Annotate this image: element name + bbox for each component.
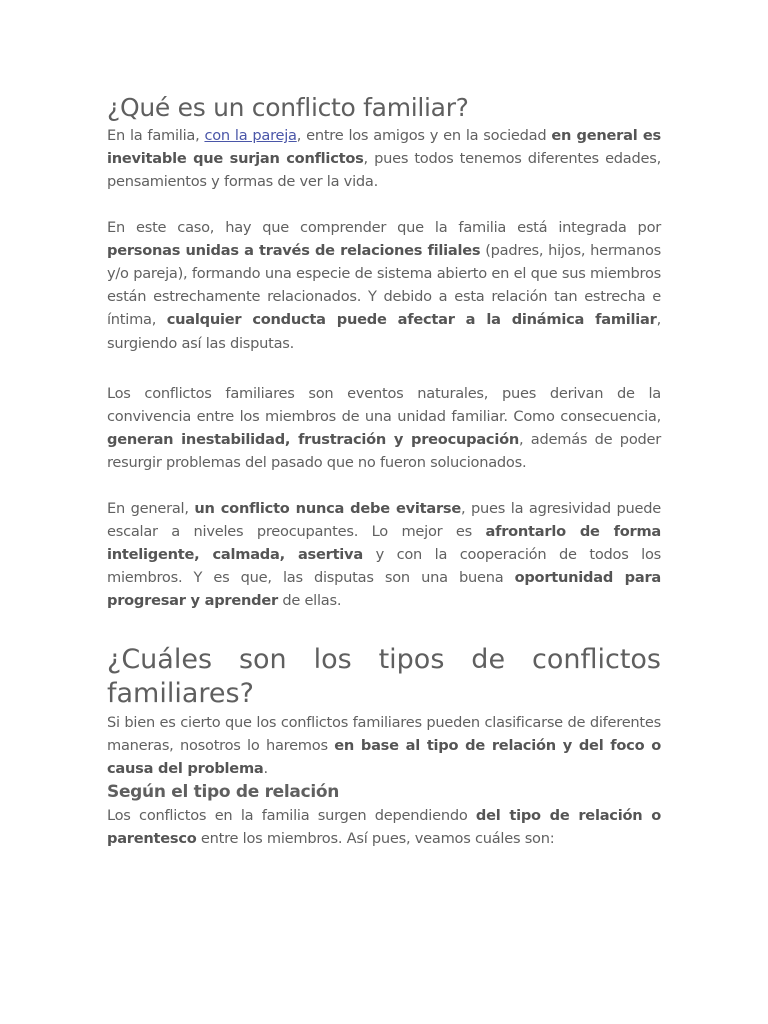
p4-bold-1: un conflicto nunca debe evitarse [194, 499, 461, 517]
p5-text-1: Si bien es cierto que los conflictos familiares pueden clasificarse de diferentes maneras, nosotros lo haremos [107, 713, 661, 754]
heading-tipos-conflictos: ¿Cuáles son los tipos de conflictos familiares? [107, 643, 661, 709]
paragraph-1 [107, 124, 661, 194]
p3-text-2: , además de poder resurgir problemas del pasado que no fueron solucionados. [107, 431, 661, 472]
paragraph-5 [107, 711, 661, 781]
p4-text-4: de ellas. [277, 592, 342, 610]
link-con-la-pareja[interactable]: con la pareja [204, 127, 297, 144]
p4-text-2: , pues la agresividad puede escalar a niveles preocupantes. Lo mejor es [107, 499, 661, 540]
paragraph-6 [107, 804, 661, 850]
p4-bold-3: oportunidad para progresar y aprender [107, 569, 661, 610]
heading-que-es-conflicto: ¿Qué es un conflicto familiar? [107, 93, 469, 122]
p2-text-3: , surgiendo así las disputas. [107, 311, 661, 352]
paragraph-2 [107, 216, 661, 355]
p5-bold-1: en base al tipo de relación y del foco o causa del problema [107, 736, 661, 778]
paragraph-4 [107, 497, 661, 613]
p1-text-1: En la familia, [107, 127, 205, 144]
p6-text-2: entre los miembros. Así pues, veamos cuáles son: [196, 830, 555, 848]
p2-bold-1: personas unidas a través de relaciones filiales [107, 241, 481, 259]
p2-text-1: En este caso, hay que comprender que la familia está integrada por [107, 218, 661, 236]
p2-bold-2: cualquier conducta puede afectar a la dinámica familiar [166, 311, 657, 329]
p1-text-2: , entre los amigos y en la sociedad [296, 127, 552, 144]
article [107, 92, 661, 851]
p4-bold-2: afrontarlo de forma inteligente, calmada, asertiva [107, 522, 661, 564]
p4-text-1: En general, [107, 499, 195, 517]
p6-bold-1: del tipo de relación o parentesco [107, 807, 661, 848]
p1-bold-1: en general es inevitable que surjan conflictos [107, 127, 661, 168]
p2-text-2: (padres, hijos, hermanos y/o pareja), formando una especie de sistema abierto en el que sus miembros están estrechamente relacionados. Y debido a esta relación tan estrecha e íntima, [107, 241, 661, 329]
p3-bold-1: generan inestabilidad, frustración y preocupación [107, 431, 519, 449]
p4-text-3: y con la cooperación de todos los miembros. Y es que, las disputas son una buena [107, 546, 662, 587]
subheading-tipo-relacion: Según el tipo de relación [107, 782, 340, 803]
paragraph-3 [107, 382, 661, 475]
p3-text-1: Los conflictos familiares son eventos naturales, pues derivan de la convivencia entre los miembros de una unidad familiar. Como consecuencia, [107, 384, 661, 426]
p5-text-2: . [263, 760, 268, 778]
p6-text-1: Los conflictos en la familia surgen dependiendo [107, 807, 476, 825]
p1-text-3: , pues todos tenemos diferentes edades, pensamientos y formas de ver la vida. [107, 150, 661, 191]
